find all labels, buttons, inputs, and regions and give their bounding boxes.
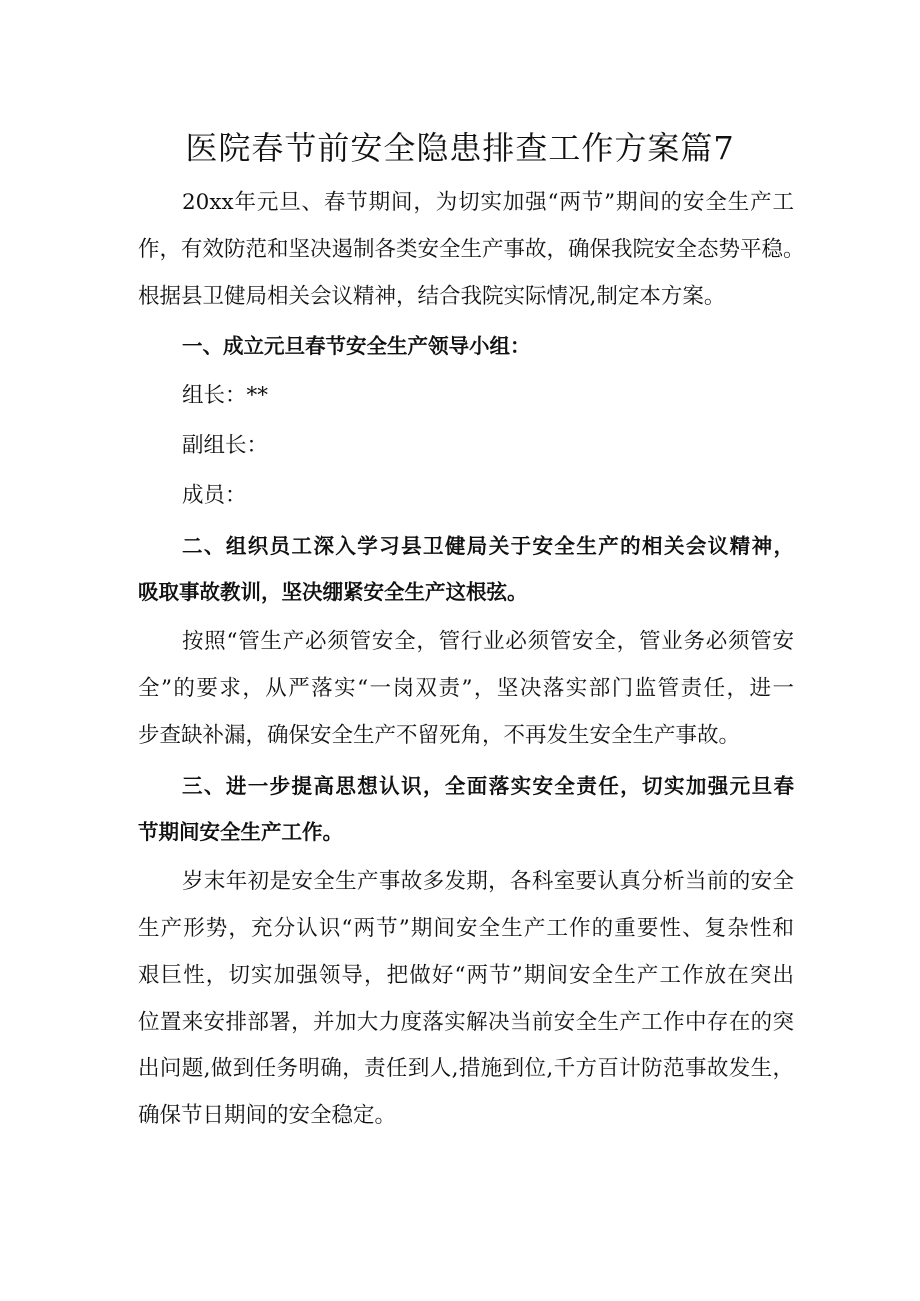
paragraph-line: 岁末年初是安全生产事故多发期，各科室要认真分析当前的安全 bbox=[182, 869, 794, 895]
paragraph-line: 生产形势，充分认识“两节”期间安全生产工作的重要性、复杂性和 bbox=[138, 915, 794, 941]
section-heading-2: 二、组织员工深入学习县卫健局关于安全生产的相关会议精神， bbox=[182, 533, 794, 558]
paragraph-line: 按照“管生产必须管安全，管行业必须管安全，管业务必须管安 bbox=[182, 629, 794, 655]
paragraph-line: 作，有效防范和坚决遏制各类安全生产事故，确保我院安全态势平稳。 bbox=[138, 236, 805, 262]
paragraph-line: 步查缺补漏，确保安全生产不留死角，不再发生安全生产事故。 bbox=[138, 722, 741, 748]
paragraph-line: 艰巨性，切实加强领导，把做好“两节”期间安全生产工作放在突出 bbox=[138, 962, 794, 988]
paragraph-line: 全”的要求，从严落实“一岗双责”，坚决落实部门监管责任，进一 bbox=[138, 675, 794, 701]
document-title: 医院春节前安全隐患排查工作方案篇7 bbox=[185, 129, 735, 167]
paragraph-line: 位置来安排部署，并加大力度落实解决当前安全生产工作中存在的突 bbox=[138, 1009, 794, 1035]
paragraph-line: 20xx年元旦、春节期间，为切实加强“两节”期间的安全生产工 bbox=[182, 190, 794, 215]
section-heading-3: 三、进一步提高思想认识，全面落实安全责任，切实加强元旦春 bbox=[182, 773, 794, 798]
paragraph-line: 出问题,做到任务明确，责任到人,措施到位,千方百计防范事故发生， bbox=[138, 1056, 794, 1082]
leader-line: 组长：** bbox=[182, 383, 269, 409]
document-body bbox=[138, 180, 805, 1140]
section-heading-1: 一、成立元旦春节安全生产领导小组： bbox=[182, 334, 531, 359]
paragraph-line: 根据县卫健局相关会议精神，结合我院实际情况,制定本方案。 bbox=[138, 283, 726, 309]
section-heading-2-cont: 吸取事故教训，坚决绷紧安全生产这根弦。 bbox=[138, 580, 528, 605]
members-line: 成员： bbox=[182, 482, 247, 508]
deputy-leader-line: 副组长： bbox=[182, 432, 269, 458]
section-heading-3-cont: 节期间安全生产工作。 bbox=[138, 820, 343, 845]
paragraph-line: 确保节日期间的安全稳定。 bbox=[138, 1103, 397, 1129]
